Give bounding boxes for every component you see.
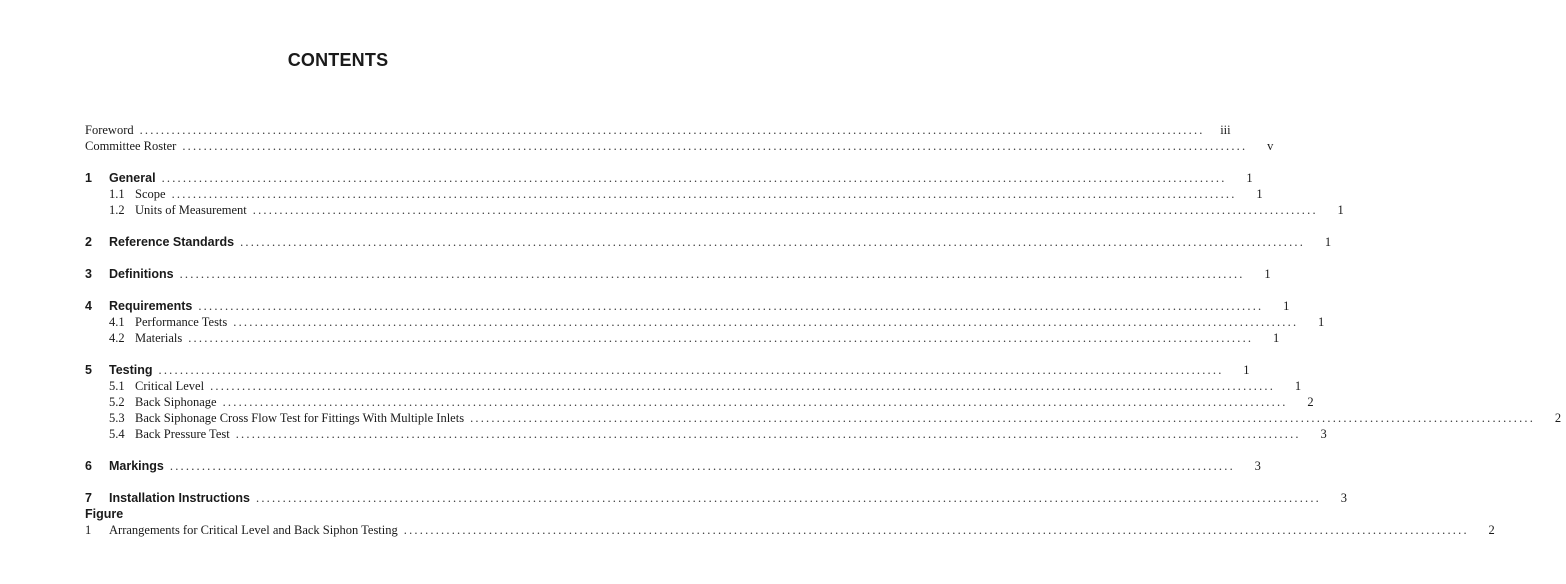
toc-subsection-5-3[interactable] bbox=[85, 410, 1562, 426]
subsection-number: 4.1 bbox=[109, 315, 125, 329]
toc-section-2[interactable] bbox=[85, 234, 1332, 250]
leader-dots: ........................................................................................................................................................................................................ bbox=[403, 523, 1469, 537]
figure-heading: Figure bbox=[85, 507, 124, 521]
section-page: 3 bbox=[1340, 491, 1347, 505]
section-number: 5 bbox=[85, 363, 92, 377]
leader-dots: ........................................................................................................................................................................................................ bbox=[235, 427, 1301, 441]
leader-dots: ........................................................................................................................................................................................................ bbox=[161, 171, 1227, 185]
section-number: 3 bbox=[85, 267, 92, 281]
toc-section-6[interactable] bbox=[85, 458, 1261, 474]
toc-subsection-4-1[interactable] bbox=[85, 314, 1325, 330]
section-label: Reference Standards bbox=[109, 235, 235, 249]
subsection-number: 5.4 bbox=[109, 427, 125, 441]
contents-title: CONTENTS bbox=[287, 50, 389, 70]
subsection-number: 4.2 bbox=[109, 331, 125, 345]
subsection-page: 2 bbox=[1554, 411, 1562, 425]
toc-section-1[interactable] bbox=[85, 170, 1253, 186]
section-number: 6 bbox=[85, 459, 92, 473]
section-number: 1 bbox=[85, 171, 92, 185]
leader-dots: ........................................................................................................................................................................................................ bbox=[179, 267, 1245, 281]
section-label: Installation Instructions bbox=[109, 491, 250, 505]
section-page: 1 bbox=[1246, 171, 1253, 185]
figure-page: 2 bbox=[1488, 523, 1495, 537]
leader-dots: ........................................................................................................................................................................................................ bbox=[139, 123, 1205, 137]
subsection-label: Back Pressure Test bbox=[135, 427, 230, 441]
section-page: 3 bbox=[1254, 459, 1261, 473]
leader-dots: ........................................................................................................................................................................................................ bbox=[252, 203, 1318, 217]
leader-dots: ........................................................................................................................................................................................................ bbox=[169, 459, 1235, 473]
toc-subsection-1-1[interactable] bbox=[85, 186, 1263, 202]
leader-dots: ........................................................................................................................................................................................................ bbox=[158, 363, 1224, 377]
toc-section-3[interactable] bbox=[85, 266, 1271, 282]
section-number: 7 bbox=[85, 491, 92, 505]
leader-dots: ........................................................................................................................................................................................................ bbox=[222, 395, 1288, 409]
toc-figure-1[interactable] bbox=[85, 522, 1495, 538]
subsection-number: 5.3 bbox=[109, 411, 125, 425]
leader-dots: ........................................................................................................................................................................................................ bbox=[182, 139, 1248, 153]
toc-subsection-5-2[interactable] bbox=[85, 394, 1314, 410]
leader-dots: ........................................................................................................................................................................................................ bbox=[198, 299, 1264, 313]
section-label: Testing bbox=[109, 363, 153, 377]
subsection-number: 1.2 bbox=[109, 203, 125, 217]
subsection-page: 1 bbox=[1318, 315, 1325, 329]
toc-entry-committee-roster[interactable] bbox=[85, 138, 1274, 154]
toc-entry-label: Foreword bbox=[85, 123, 134, 137]
section-page: 1 bbox=[1264, 267, 1271, 281]
section-label: General bbox=[109, 171, 156, 185]
toc-section-5[interactable] bbox=[85, 362, 1250, 378]
subsection-page: 1 bbox=[1337, 203, 1344, 217]
toc-entry-label: Committee Roster bbox=[85, 139, 177, 153]
subsection-label: Performance Tests bbox=[135, 315, 228, 329]
toc-section-4[interactable] bbox=[85, 298, 1290, 314]
toc-subsection-1-2[interactable] bbox=[85, 202, 1344, 218]
subsection-page: 2 bbox=[1307, 395, 1314, 409]
subsection-page: 3 bbox=[1320, 427, 1327, 441]
section-label: Requirements bbox=[109, 299, 193, 313]
subsection-label: Critical Level bbox=[135, 379, 205, 393]
subsection-label: Scope bbox=[135, 187, 166, 201]
figure-number: 1 bbox=[85, 523, 92, 537]
leader-dots: ........................................................................................................................................................................................................ bbox=[171, 187, 1237, 201]
leader-dots: ........................................................................................................................................................................................................ bbox=[240, 235, 1306, 249]
leader-dots: ........................................................................................................................................................................................................ bbox=[210, 379, 1276, 393]
subsection-number: 5.2 bbox=[109, 395, 125, 409]
section-page: 1 bbox=[1324, 235, 1332, 249]
table-of-contents bbox=[85, 122, 1562, 538]
section-page: 1 bbox=[1283, 299, 1290, 313]
figure-label: Arrangements for Critical Level and Back Siphon Testing bbox=[109, 523, 398, 537]
subsection-label: Back Siphonage bbox=[135, 395, 217, 409]
leader-dots: ........................................................................................................................................................................................................ bbox=[256, 491, 1321, 505]
subsection-number: 5.1 bbox=[109, 379, 125, 393]
toc-entry-page: v bbox=[1267, 139, 1274, 153]
subsection-label: Units of Measurement bbox=[135, 203, 247, 217]
leader-dots: ........................................................................................................................................................................................................ bbox=[233, 315, 1299, 329]
leader-dots: ........................................................................................................................................................................................................ bbox=[188, 331, 1254, 345]
subsection-label: Back Siphonage Cross Flow Test for Fittings With Multiple Inlets bbox=[135, 411, 465, 425]
leader-dots: ........................................................................................................................................................................................................ bbox=[470, 411, 1536, 425]
section-page: 1 bbox=[1243, 363, 1250, 377]
section-label: Definitions bbox=[109, 267, 174, 281]
section-label: Markings bbox=[109, 459, 164, 473]
subsection-number: 1.1 bbox=[109, 187, 125, 201]
section-number: 4 bbox=[85, 299, 92, 313]
toc-entry-page: iii bbox=[1220, 123, 1231, 137]
toc-subsection-4-2[interactable] bbox=[85, 330, 1280, 346]
toc-subsection-5-1[interactable] bbox=[85, 378, 1302, 394]
toc-entry-foreword[interactable] bbox=[85, 122, 1231, 138]
subsection-page: 1 bbox=[1294, 379, 1302, 393]
toc-subsection-5-4[interactable] bbox=[85, 426, 1327, 442]
subsection-page: 1 bbox=[1272, 331, 1280, 345]
subsection-label: Materials bbox=[135, 331, 183, 345]
subsection-page: 1 bbox=[1256, 187, 1263, 201]
toc-section-7[interactable] bbox=[85, 490, 1347, 506]
section-number: 2 bbox=[85, 235, 92, 249]
